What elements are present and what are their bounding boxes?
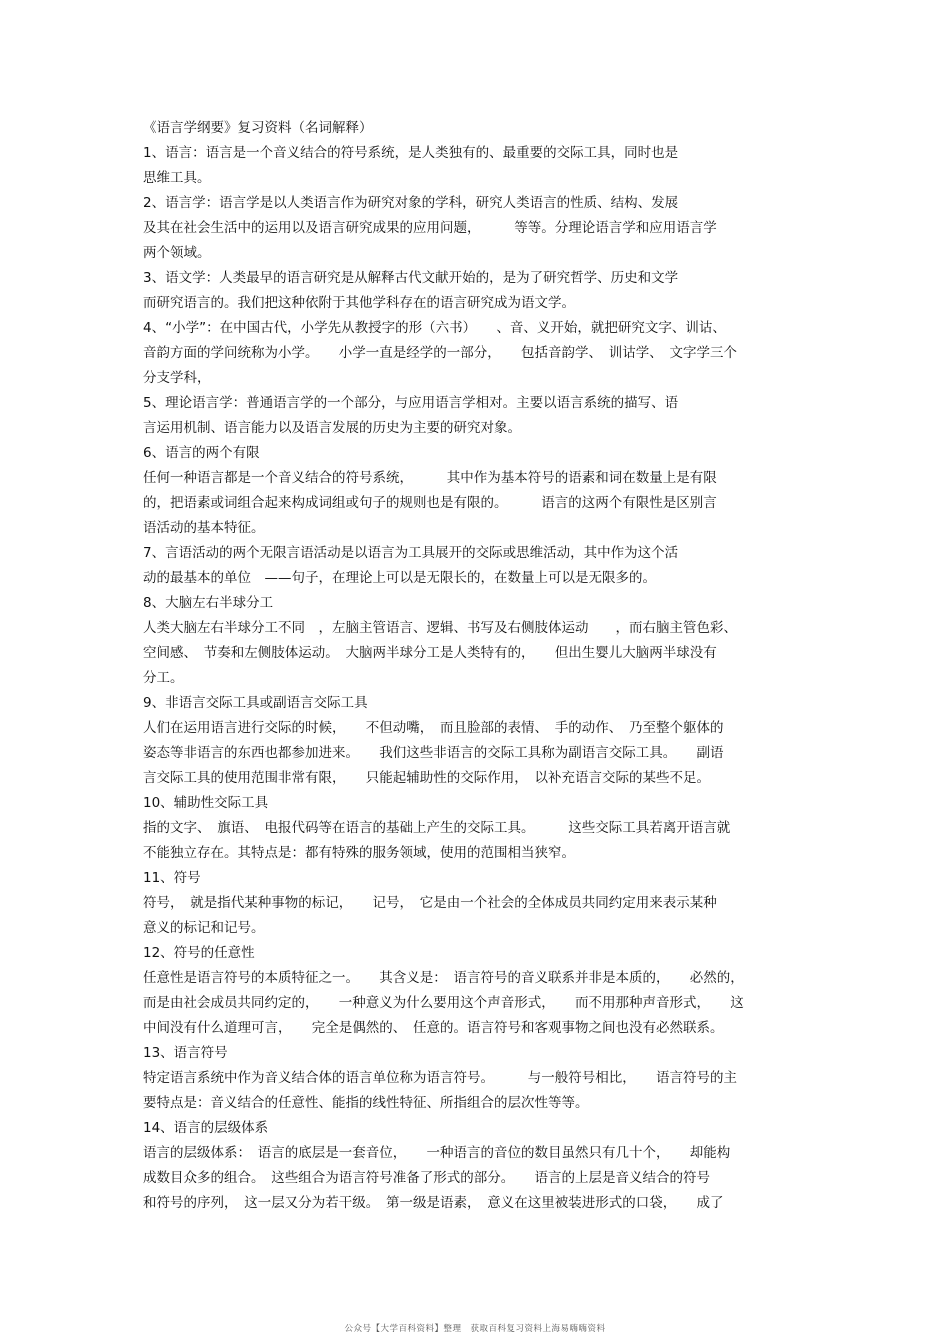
text-line: 的，把语素或词组合起来构成词组或句子的规则也是有限的。 语言的这两个有限性是区别言	[143, 495, 717, 511]
text-line: 语言的层级体系： 语言的底层是一套音位， 一种语言的音位的数目虽然只有几十个， 却能构	[143, 1145, 731, 1161]
text-line: 7、言语活动的两个无限言语活动是以语言为工具展开的交际或思维活动，其中作为这个活	[143, 545, 679, 561]
page-footer: 公众号【大学百科资料】整理 获取百科复习资料上海易嗨嗨资料	[344, 1324, 606, 1334]
text-line: 特定语言系统中作为音义结合体的语言单位称为语言符号。 与一般符号相比， 语言符号的主	[143, 1070, 737, 1086]
text-line: 姿态等非语言的东西也都参加进来。 我们这些非语言的交际工具称为副语言交际工具。 副语	[143, 745, 724, 761]
text-line: 人们在运用语言进行交际的时候， 不但动嘴， 而且脸部的表情、 手的动作、 乃至整个躯体的	[143, 720, 724, 736]
text-line: 意义的标记和记号。	[143, 920, 265, 936]
text-line: 而研究语言的。我们把这种依附于其他学科存在的语言研究成为语文学。	[143, 295, 575, 311]
text-line: 人类大脑左右半球分工不同 ，左脑主管语言、逻辑、书写及右侧肢体运动 ，而右脑主管色彩、	[143, 620, 737, 636]
text-line: 及其在社会生活中的运用以及语言研究成果的应用问题， 等等。分理论语言学和应用语言学	[143, 220, 717, 236]
text-line: 指的文字、 旗语、 电报代码等在语言的基础上产生的交际工具。 这些交际工具若离开语言就	[143, 820, 731, 836]
text-line: 12、符号的任意性	[143, 945, 255, 961]
text-line: 语活动的基本特征。	[143, 520, 265, 536]
text-line: 分工。	[143, 670, 184, 686]
text-line: 要特点是：音义结合的任意性、能指的线性特征、所指组合的层次性等等。	[143, 1095, 589, 1111]
text-line: 1、语言：语言是一个音义结合的符号系统，是人类独有的、最重要的交际工具，同时也是	[143, 145, 679, 161]
text-line: 9、非语言交际工具或副语言交际工具	[143, 695, 368, 711]
text-line: 而是由社会成员共同约定的， 一种意义为什么要用这个声音形式， 而不用那种声音形式， 这	[143, 995, 744, 1011]
text-line: 任意性是语言符号的本质特征之一。 其含义是： 语言符号的音义联系并非是本质的， 必然的，	[143, 970, 744, 986]
text-line: 14、语言的层级体系	[143, 1120, 269, 1136]
document-title: 《语言学纲要》复习资料（名词解释）	[143, 120, 373, 136]
text-line: 符号， 就是指代某种事物的标记， 记号， 它是由一个社会的全体成员共同约定用来表示某种	[143, 895, 717, 911]
text-line: 11、符号	[143, 870, 201, 886]
text-line: 不能独立存在。其特点是：都有特殊的服务领域，使用的范围相当狭窄。	[143, 845, 575, 861]
text-line: 任何一种语言都是一个音义结合的符号系统， 其中作为基本符号的语素和词在数量上是有限	[143, 470, 717, 486]
text-line: 6、语言的两个有限	[143, 445, 260, 461]
text-line: 空间感、 节奏和左侧肢体运动。 大脑两半球分工是人类特有的， 但出生婴儿大脑两半球没有	[143, 645, 717, 661]
text-line: 10、辅助性交际工具	[143, 795, 269, 811]
text-line: 思维工具。	[143, 170, 211, 186]
text-line: 两个领域。	[143, 245, 211, 261]
text-line: 分支学科，	[143, 370, 211, 386]
text-line: 动的最基本的单位 ——句子，在理论上可以是无限长的，在数量上可以是无限多的。	[143, 570, 656, 586]
text-line: 3、语文学：人类最早的语言研究是从解释古代文献开始的，是为了研究哲学、历史和文学	[143, 270, 679, 286]
text-line: 音韵方面的学问统称为小学。 小学一直是经学的一部分， 包括音韵学、 训诂学、 文字学三个	[143, 345, 737, 361]
text-line: 4、“小学”：在中国古代，小学先从教授字的形（六书） 、音、义开始，就把研究文字、训诂、	[143, 320, 726, 336]
text-line: 13、语言符号	[143, 1045, 228, 1061]
text-line: 2、语言学：语言学是以人类语言作为研究对象的学科，研究人类语言的性质、结构、发展	[143, 195, 679, 211]
document-body	[143, 116, 813, 1216]
text-line: 中间没有什么道理可言， 完全是偶然的、 任意的。语言符号和客观事物之间也没有必然联系。	[143, 1020, 724, 1036]
text-line: 8、大脑左右半球分工	[143, 595, 274, 611]
text-line: 言运用机制、语言能力以及语言发展的历史为主要的研究对象。	[143, 420, 521, 436]
text-line: 5、理论语言学：普通语言学的一个部分，与应用语言学相对。主要以语言系统的描写、语	[143, 395, 679, 411]
text-line: 言交际工具的使用范围非常有限， 只能起辅助性的交际作用， 以补充语言交际的某些不足。	[143, 770, 710, 786]
text-line: 和符号的序列， 这一层又分为若干级。 第一级是语素， 意义在这里被装进形式的口袋， 成了	[143, 1195, 724, 1211]
text-line: 成数目众多的组合。 这些组合为语言符号准备了形式的部分。 语言的上层是音义结合的符号	[143, 1170, 710, 1186]
